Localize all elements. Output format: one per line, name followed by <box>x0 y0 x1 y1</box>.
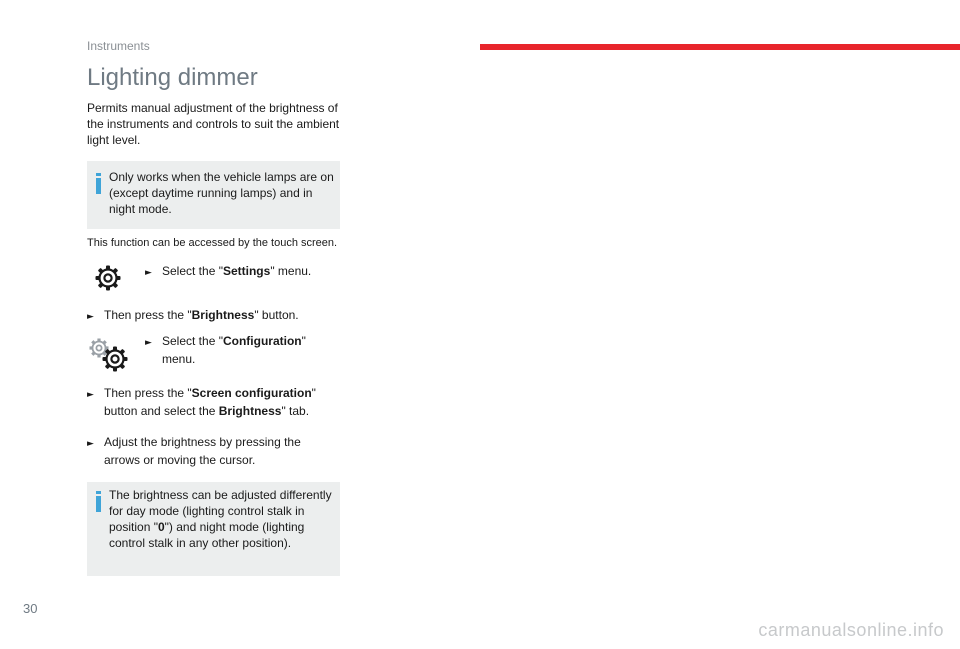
info-note-text: Only works when the vehicle lamps are on (except daytime running lamps) and in night mode. <box>109 170 334 216</box>
step-adjust-brightness: ► Adjust the brightness by pressing the arrows or moving the cursor. <box>87 435 301 467</box>
page-title: Lighting dimmer <box>87 64 258 91</box>
info-icon <box>96 173 101 194</box>
step-select-configuration: ► Select the "Configuration" menu. <box>145 334 306 366</box>
info-icon <box>96 491 101 512</box>
arrow-bullet-icon: ► <box>87 390 94 400</box>
step-press-screen-configuration: ► Then press the "Screen configuration" button and select the Brightness" tab. <box>87 386 316 418</box>
info-note-lamps <box>87 161 340 229</box>
info-note-text: The brightness can be adjusted differently for day mode (lighting control stalk in position "0") and night mode (lighting control stalk in any other position). <box>109 488 332 550</box>
header-accent-bar <box>480 44 960 50</box>
arrow-bullet-icon: ► <box>145 338 152 348</box>
arrow-bullet-icon: ► <box>145 268 152 278</box>
settings-gear-icon <box>94 264 122 292</box>
section-label: Instruments <box>87 39 150 53</box>
configuration-gears-icon <box>88 337 130 375</box>
step-select-settings: ► Select the "Settings" menu. <box>145 263 311 281</box>
page-number: 30 <box>23 601 38 616</box>
watermark: carmanualsonline.info <box>758 620 944 640</box>
intro-paragraph: Permits manual adjustment of the brightness of the instruments and controls to suit the ambient light level. <box>87 101 340 147</box>
access-text: This function can be accessed by the touch screen. <box>87 237 338 249</box>
arrow-bullet-icon: ► <box>87 439 94 449</box>
step-press-brightness: ► Then press the "Brightness" button. <box>87 307 299 325</box>
arrow-bullet-icon: ► <box>87 312 94 322</box>
info-note-day-night <box>87 482 340 576</box>
